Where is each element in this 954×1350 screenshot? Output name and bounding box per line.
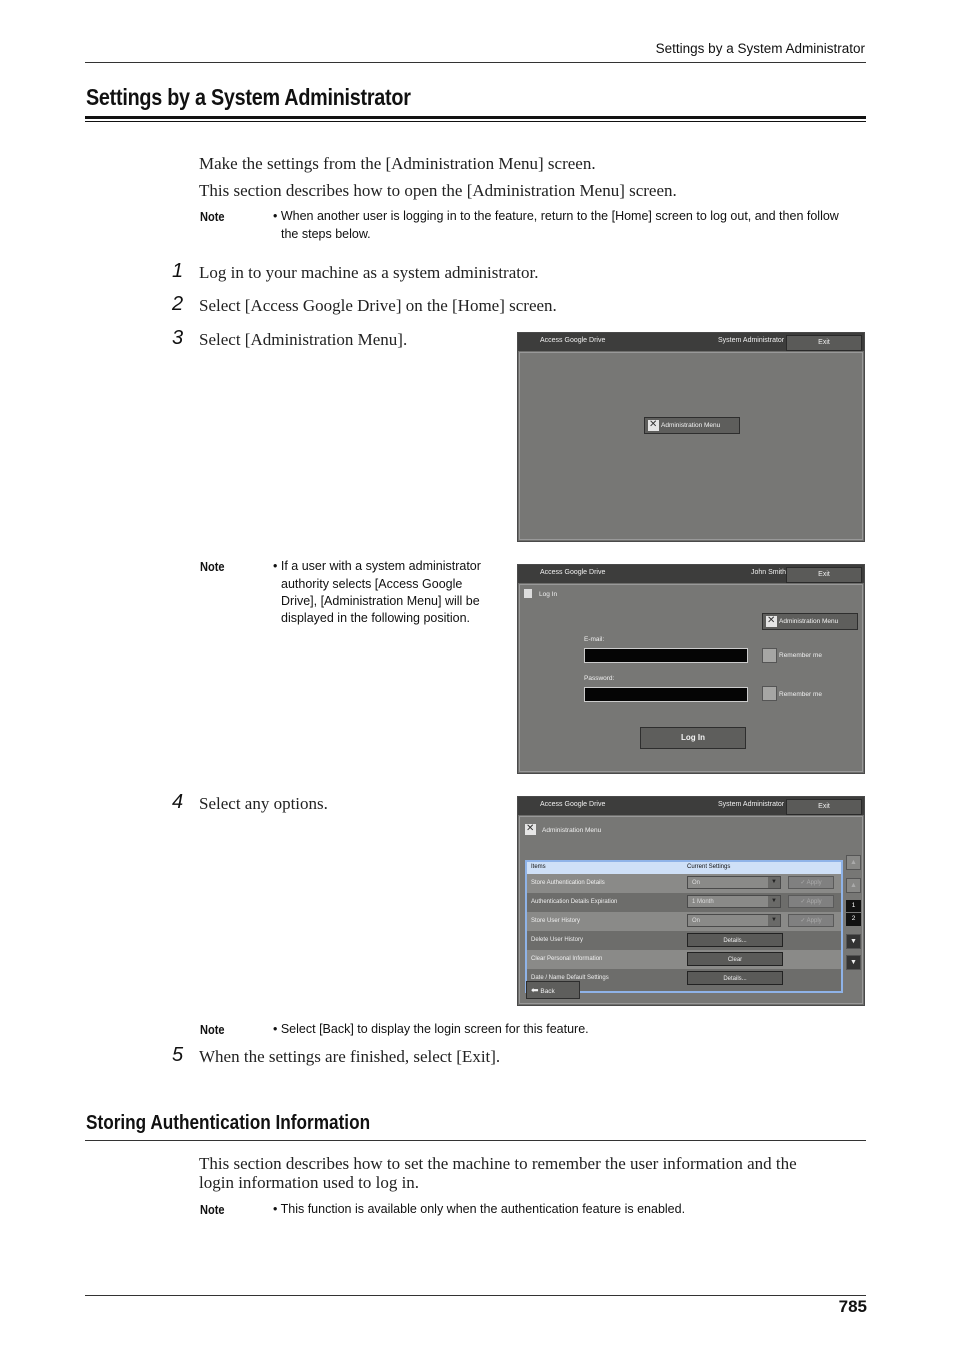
row-item-label: Clear Personal Information: [531, 956, 603, 962]
exit-button[interactable]: Exit: [786, 335, 862, 351]
step-text: Select [Administration Menu].: [199, 330, 408, 349]
page-current: 1: [851, 902, 856, 909]
table-header: [527, 862, 841, 874]
page-title: Settings by a System Administrator: [86, 84, 411, 110]
app-title: Access Google Drive: [540, 337, 606, 344]
back-arrow-icon: ⬅: [531, 985, 539, 995]
remember-me-checkbox[interactable]: [762, 686, 777, 701]
app-title: Access Google Drive: [540, 569, 606, 576]
note-text: • If a user with a system administrator: [273, 559, 481, 573]
user-name: John Smith: [751, 569, 787, 576]
title-rule: [85, 116, 866, 119]
row-item-label: Date / Name Default Settings: [531, 975, 609, 981]
app-title: Access Google Drive: [540, 801, 606, 808]
tools-icon: [525, 824, 536, 835]
settings-table: [525, 860, 843, 993]
footer-rule: [85, 1295, 866, 1296]
setting-dropdown[interactable]: [687, 895, 781, 908]
row-item-label: Delete User History: [531, 937, 584, 943]
dropdown-arrow-icon: ▼: [768, 915, 780, 926]
section-text: login information used to log in.: [199, 1173, 420, 1192]
step-number: 5: [172, 1044, 184, 1066]
exit-button[interactable]: Exit: [786, 799, 862, 815]
section-title: Administration Menu: [542, 827, 602, 834]
apply-button[interactable]: ✓ Apply: [788, 895, 834, 908]
back-button[interactable]: [526, 981, 580, 999]
dropdown-value: On: [692, 880, 701, 886]
screen-body: [519, 816, 863, 1004]
password-label: Password:: [584, 675, 615, 682]
title-rule-thin: [85, 121, 866, 122]
apply-button[interactable]: ✓ Apply: [788, 914, 834, 927]
dropdown-value: 1 Month: [692, 899, 714, 905]
page-indicator: [846, 900, 861, 926]
page-total: 2: [846, 912, 861, 925]
dropdown-arrow-icon: ▼: [768, 877, 780, 888]
header-rule: [85, 62, 866, 63]
administration-menu-button[interactable]: [644, 417, 740, 434]
screen-body: [519, 584, 863, 772]
remember-me-checkbox[interactable]: [762, 648, 777, 663]
step-number: 1: [172, 260, 184, 282]
tools-icon: [648, 420, 659, 431]
button-label: Administration Menu: [661, 422, 721, 429]
note-text: • Select [Back] to display the login screen for this feature.: [273, 1022, 589, 1036]
screen-title-bar: [518, 565, 864, 583]
step-number: 4: [172, 791, 184, 813]
section-text: This section describes how to set the machine to remember the user information and the: [199, 1154, 797, 1173]
row-item-label: Authentication Details Expiration: [531, 899, 618, 905]
section-rule: [85, 1140, 866, 1141]
scroll-top-icon[interactable]: ▲: [846, 855, 861, 870]
screen-title-bar: [518, 333, 864, 351]
row-item-label: Store Authentication Details: [531, 880, 605, 886]
dropdown-arrow-icon: ▼: [768, 896, 780, 907]
step-text: Select any options.: [199, 794, 328, 813]
apply-button[interactable]: ✓ Apply: [788, 876, 834, 889]
email-label: E-mail:: [584, 636, 605, 643]
step-number: 2: [172, 293, 184, 315]
administration-menu-button[interactable]: [762, 613, 858, 630]
note-label: Note: [200, 1202, 225, 1217]
tools-icon: [766, 616, 777, 627]
note-text: • This function is available only when the authentication feature is enabled.: [273, 1202, 686, 1216]
button-label: Administration Menu: [779, 618, 839, 625]
section-title: Log In: [539, 591, 558, 598]
exit-button[interactable]: Exit: [786, 567, 862, 583]
note-text: Drive], [Administration Menu] will be: [281, 594, 480, 608]
setting-dropdown[interactable]: [687, 914, 781, 927]
scroll-up-icon[interactable]: ▲: [846, 878, 861, 893]
user-name: System Administrator: [718, 801, 785, 808]
scroll-bottom-icon[interactable]: ▼: [846, 955, 861, 970]
running-header: Settings by a System Administrator: [655, 41, 865, 56]
note-label: Note: [200, 209, 225, 224]
screen-title-bar: [518, 797, 864, 815]
button-label: Back: [540, 988, 555, 995]
remember-me-label: Remember me: [779, 691, 822, 698]
step-number: 3: [172, 327, 184, 349]
step-text: When the settings are finished, select [Exit].: [199, 1047, 501, 1066]
table-row[interactable]: [527, 893, 841, 912]
details-button[interactable]: Details...: [687, 971, 783, 985]
step-text: Select [Access Google Drive] on the [Home] screen.: [199, 296, 557, 315]
table-row[interactable]: [527, 912, 841, 931]
note-text: the steps below.: [281, 227, 371, 241]
column-header-items: Items: [531, 864, 546, 870]
screenshot-admin-menu: [517, 332, 865, 542]
table-row[interactable]: [527, 950, 841, 969]
intro-line-2: This section describes how to open the [Administration Menu] screen.: [199, 181, 677, 200]
clear-button[interactable]: Clear: [687, 952, 783, 966]
intro-line-1: Make the settings from the [Administration Menu] screen.: [199, 154, 596, 173]
screen-body: [519, 352, 863, 540]
table-row[interactable]: [527, 931, 841, 950]
password-field[interactable]: [584, 687, 748, 702]
user-name: System Administrator: [718, 337, 785, 344]
note-text: • When another user is logging in to the feature, return to the [Home] screen to log out, and then follow: [273, 209, 839, 223]
email-field[interactable]: [584, 648, 748, 663]
details-button[interactable]: Details...: [687, 933, 783, 947]
table-row[interactable]: [527, 874, 841, 893]
note-text: displayed in the following position.: [281, 611, 471, 625]
document-icon: [524, 589, 532, 598]
dropdown-value: On: [692, 918, 701, 924]
screenshot-administration-menu: [517, 796, 865, 1006]
step-text: Log in to your machine as a system administrator.: [199, 263, 539, 282]
note-text: authority selects [Access Google: [281, 577, 463, 591]
section-title: Storing Authentication Information: [86, 1112, 371, 1134]
screenshot-login: [517, 564, 865, 774]
page-number: 785: [838, 1297, 867, 1316]
column-header-current-settings: Current Settings: [687, 864, 731, 870]
log-in-button[interactable]: Log In: [640, 727, 746, 749]
note-label: Note: [200, 559, 225, 574]
scroll-down-icon[interactable]: ▼: [846, 934, 861, 949]
note-label: Note: [200, 1022, 225, 1037]
remember-me-label: Remember me: [779, 652, 822, 659]
row-item-label: Store User History: [531, 918, 581, 924]
setting-dropdown[interactable]: [687, 876, 781, 889]
